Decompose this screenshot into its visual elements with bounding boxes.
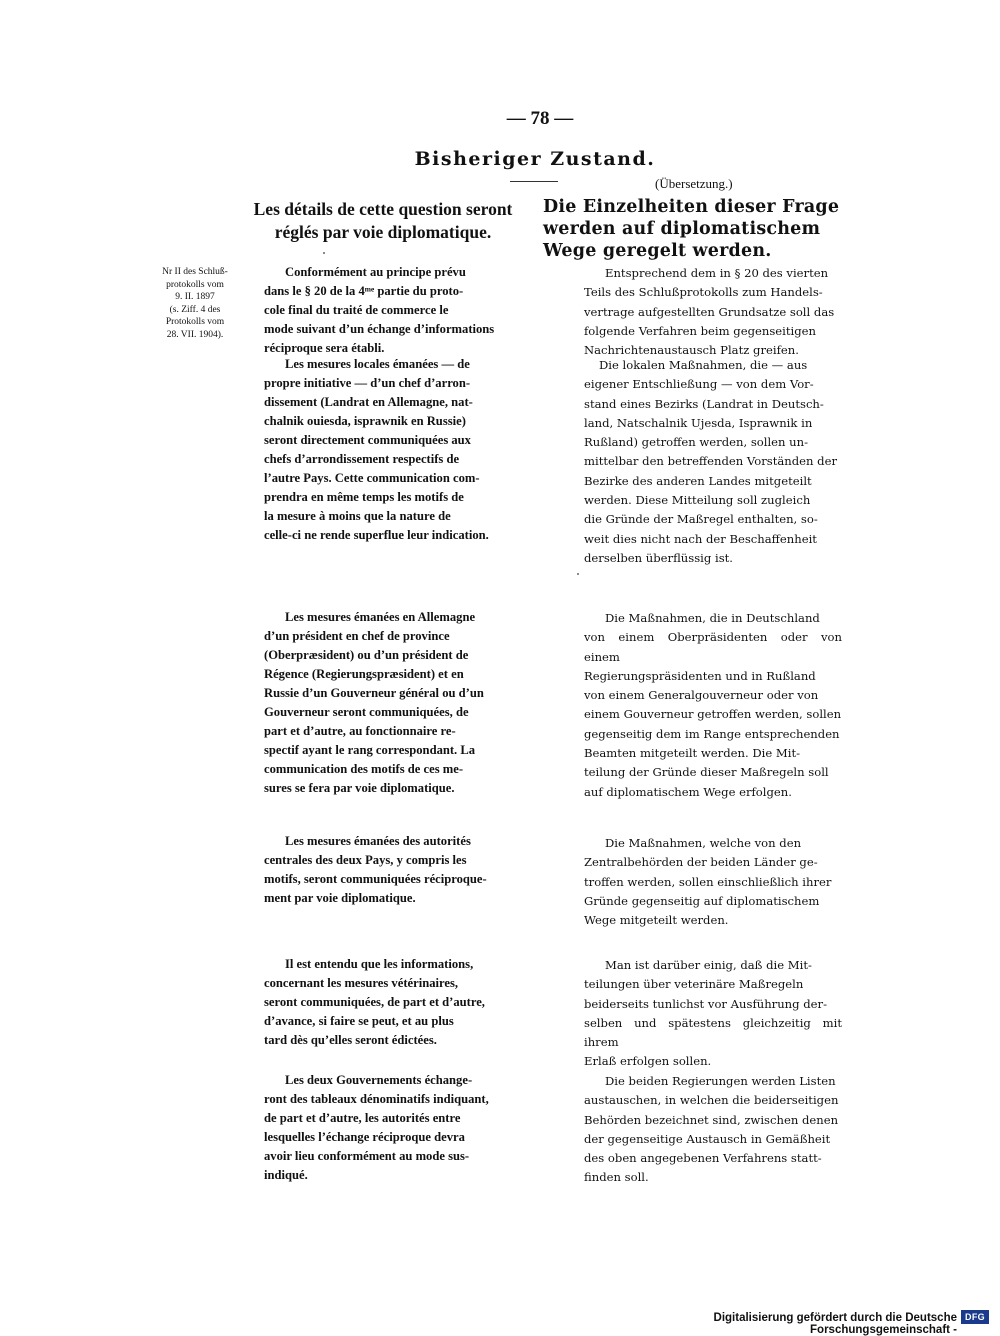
text-line: stand eines Bezirks (Landrat in Deutsch- bbox=[584, 396, 824, 411]
text-line: propre initiative — d’un chef d’arron- bbox=[264, 376, 471, 390]
text-line: Wege mitgeteilt werden. bbox=[584, 913, 729, 928]
text-line: Beamten mitgeteilt werden. Die Mit- bbox=[584, 746, 801, 761]
text-line: werden. Diese Mitteilung soll zugleich bbox=[584, 493, 811, 508]
text-line: chalnik ouiesda, isprawnik en Russie) bbox=[264, 414, 466, 428]
text-line: communication des motifs de ces me- bbox=[264, 762, 464, 776]
text-line: ront des tableaux dénominatifs indiquant, bbox=[264, 1092, 489, 1106]
french-paragraph bbox=[264, 832, 526, 908]
text-line: tard dès qu’elles seront édictées. bbox=[264, 1033, 437, 1047]
text-line: l’autre Pays. Cette communication com- bbox=[264, 471, 480, 485]
text-line: die Gründe der Maßregel enthalten, so- bbox=[584, 512, 818, 527]
text-line: Man ist darüber einig, daß die Mit- bbox=[605, 958, 812, 972]
text-line: dans le § 20 de la 4ᵐᵉ partie du proto- bbox=[264, 284, 464, 298]
text-line: von einem Oberpräsidenten oder von einem bbox=[584, 630, 842, 664]
dfg-logo: DFG bbox=[961, 1310, 989, 1324]
text-line: d’avance, si faire se peut, et au plus bbox=[264, 1014, 454, 1028]
text-line: Il est entendu que les informations, bbox=[285, 957, 474, 971]
text-line: einem Gouverneur getroffen werden, sollen bbox=[584, 707, 842, 722]
german-paragraph bbox=[584, 264, 842, 360]
text-line: centrales des deux Pays, y compris les bbox=[264, 853, 467, 867]
text-line: la mesure à moins que la nature de bbox=[264, 509, 451, 523]
text-line: Régence (Regierungspræsident) et en bbox=[264, 667, 464, 681]
german-paragraph bbox=[584, 1072, 842, 1188]
text-line: Nachrichtenaustausch Platz greifen. bbox=[584, 343, 799, 358]
text-line: vertrage aufgestellten Grundsatze soll das bbox=[584, 304, 835, 319]
text-line: auf diplomatischem Wege erfolgen. bbox=[584, 784, 792, 799]
page-number: — 78 — bbox=[506, 108, 574, 129]
german-paragraph bbox=[584, 609, 842, 802]
scan-speck bbox=[577, 573, 579, 575]
text-line: Die beiden Regierungen werden Listen bbox=[605, 1074, 836, 1088]
text-line: folgende Verfahren beim gegenseitigen bbox=[584, 323, 816, 338]
text-line: mittelbar den betreffenden Vorständen der bbox=[584, 454, 838, 469]
text-line: eigener Entschließung — von dem Vor- bbox=[584, 377, 814, 392]
text-line: troffen werden, sollen einschließlich ihrer bbox=[584, 874, 832, 889]
text-line: réciproque sera établi. bbox=[264, 341, 385, 355]
text-line: cole final du traité de commerce le bbox=[264, 303, 449, 317]
text-line: Erlaß erfolgen sollen. bbox=[584, 1054, 712, 1069]
text-line: indiqué. bbox=[264, 1168, 308, 1182]
heading-german: Die Einzelheiten dieser Frage werden auf diplomatischem Wege geregelt werden. bbox=[543, 197, 840, 261]
text-line: part et d’autre, au fonctionnaire re- bbox=[264, 724, 456, 738]
french-paragraph bbox=[264, 1071, 526, 1185]
text-line: teilung der Gründe dieser Maßregeln soll bbox=[584, 765, 829, 780]
text-line: spectif ayant le rang correspondant. La bbox=[264, 743, 476, 757]
text-line: avoir lieu conformément au mode sus- bbox=[264, 1149, 470, 1163]
text-line: (Oberpræsident) ou d’un président de bbox=[264, 648, 469, 662]
margin-note bbox=[140, 266, 250, 342]
section-title: Bisheriger Zustand. bbox=[414, 148, 656, 170]
french-paragraph bbox=[264, 955, 526, 1050]
text-line: prendra en même temps les motifs de bbox=[264, 490, 464, 504]
scan-speck bbox=[323, 252, 325, 254]
margin-note-line: Protokolls vom bbox=[165, 317, 225, 328]
text-line: finden soll. bbox=[584, 1170, 649, 1185]
margin-note-line: (s. Ziff. 4 des bbox=[169, 304, 221, 315]
title-divider bbox=[510, 181, 558, 182]
text-line: Teils des Schlußprotokolls zum Handels- bbox=[584, 285, 823, 300]
text-line: von einem Generalgouverneur oder von bbox=[584, 688, 819, 703]
text-line: seront directement communiquées aux bbox=[264, 433, 471, 447]
text-line: derselben überflüssig ist. bbox=[584, 550, 733, 565]
text-line: chefs d’arrondissement respectifs de bbox=[264, 452, 460, 466]
text-line: Les mesures émanées des autorités bbox=[285, 834, 471, 848]
text-line: lesquelles l’échange réciproque devra bbox=[264, 1130, 465, 1144]
text-line: Les mesures émanées en Allemagne bbox=[285, 610, 476, 624]
text-line: der gegenseitige Austausch in Gemäßheit bbox=[584, 1131, 831, 1146]
margin-note-line: Nr II des Schluß- bbox=[162, 267, 228, 277]
text-line: gegenseitig dem im Range entsprechenden bbox=[584, 726, 840, 741]
text-line: des oben angegebenen Verfahrens statt- bbox=[584, 1151, 822, 1166]
german-paragraph bbox=[584, 956, 842, 1072]
translation-note: (Übersetzung.) bbox=[655, 176, 733, 191]
text-line: Les mesures locales émanées — de bbox=[285, 357, 470, 371]
french-paragraph bbox=[264, 263, 526, 358]
text-line: teilungen über veterinäre Maßregeln bbox=[584, 977, 804, 992]
margin-note-line: 9. II. 1897 bbox=[175, 292, 215, 303]
text-line: celle-ci ne rende superflue leur indication. bbox=[264, 528, 489, 542]
text-line: Die Maßnahmen, welche von den bbox=[605, 836, 802, 850]
text-line: dissement (Landrat en Allemagne, nat- bbox=[264, 395, 473, 409]
text-line: motifs, seront communiquées réciproque- bbox=[264, 872, 487, 886]
text-line: sures se fera par voie diplomatique. bbox=[264, 781, 455, 795]
text-line: Zentralbehörden der beiden Länder ge- bbox=[584, 855, 818, 870]
text-line: Die Maßnahmen, die in Deutschland bbox=[605, 611, 820, 625]
text-line: Conformément au principe prévu bbox=[285, 265, 466, 279]
text-line: selben und spätestens gleichzeitig mit ihrem bbox=[584, 1015, 842, 1050]
text-line: Regierungspräsidenten und in Rußland bbox=[584, 668, 816, 683]
margin-note-line: protokolls vom bbox=[166, 279, 224, 290]
text-line: Les deux Gouvernements échange- bbox=[285, 1073, 473, 1087]
french-paragraph bbox=[264, 355, 526, 545]
text-line: Russie d’un Gouverneur général ou d’un bbox=[264, 686, 484, 700]
text-line: de part et d’autre, les autorités entre bbox=[264, 1111, 461, 1125]
text-line: weit dies nicht nach der Beschaffenheit bbox=[584, 531, 817, 546]
text-line: d’un président en chef de province bbox=[264, 629, 450, 643]
german-paragraph bbox=[584, 356, 842, 568]
text-line: Entsprechend dem in § 20 des vierten bbox=[605, 266, 829, 280]
text-line: Gouverneur seront communiquées, de bbox=[264, 705, 469, 719]
digitization-credit: Digitalisierung gefördert durch die Deutsche Forschungsgemeinschaft - bbox=[713, 1312, 957, 1336]
margin-note-line: 28. VII. 1904). bbox=[166, 329, 224, 340]
text-line: beiderseits tunlichst vor Ausführung der- bbox=[584, 996, 827, 1011]
french-paragraph bbox=[264, 608, 526, 798]
text-line: concernant les mesures vétérinaires, bbox=[264, 976, 458, 990]
text-line: Bezirke des anderen Landes mitgeteilt bbox=[584, 473, 812, 488]
text-line: land, Natschalnik Ujesda, Isprawnik in bbox=[584, 415, 813, 430]
text-line: Rußland) getroffen werden, sollen un- bbox=[584, 435, 809, 450]
heading-french: Les détails de cette question seront réglés par voie diplomatique. bbox=[253, 199, 513, 242]
text-line: ment par voie diplomatique. bbox=[264, 891, 416, 905]
text-line: Behörden bezeichnet sind, zwischen denen bbox=[584, 1112, 839, 1127]
text-line: Gründe gegenseitig auf diplomatischem bbox=[584, 893, 820, 908]
german-paragraph bbox=[584, 834, 842, 930]
text-line: seront communiquées, de part et d’autre, bbox=[264, 995, 485, 1009]
text-line: austauschen, in welchen die beiderseitigen bbox=[584, 1093, 839, 1108]
text-line: mode suivant d’un échange d’informations bbox=[264, 322, 495, 336]
text-line: Die lokalen Maßnahmen, die — aus bbox=[599, 358, 808, 372]
